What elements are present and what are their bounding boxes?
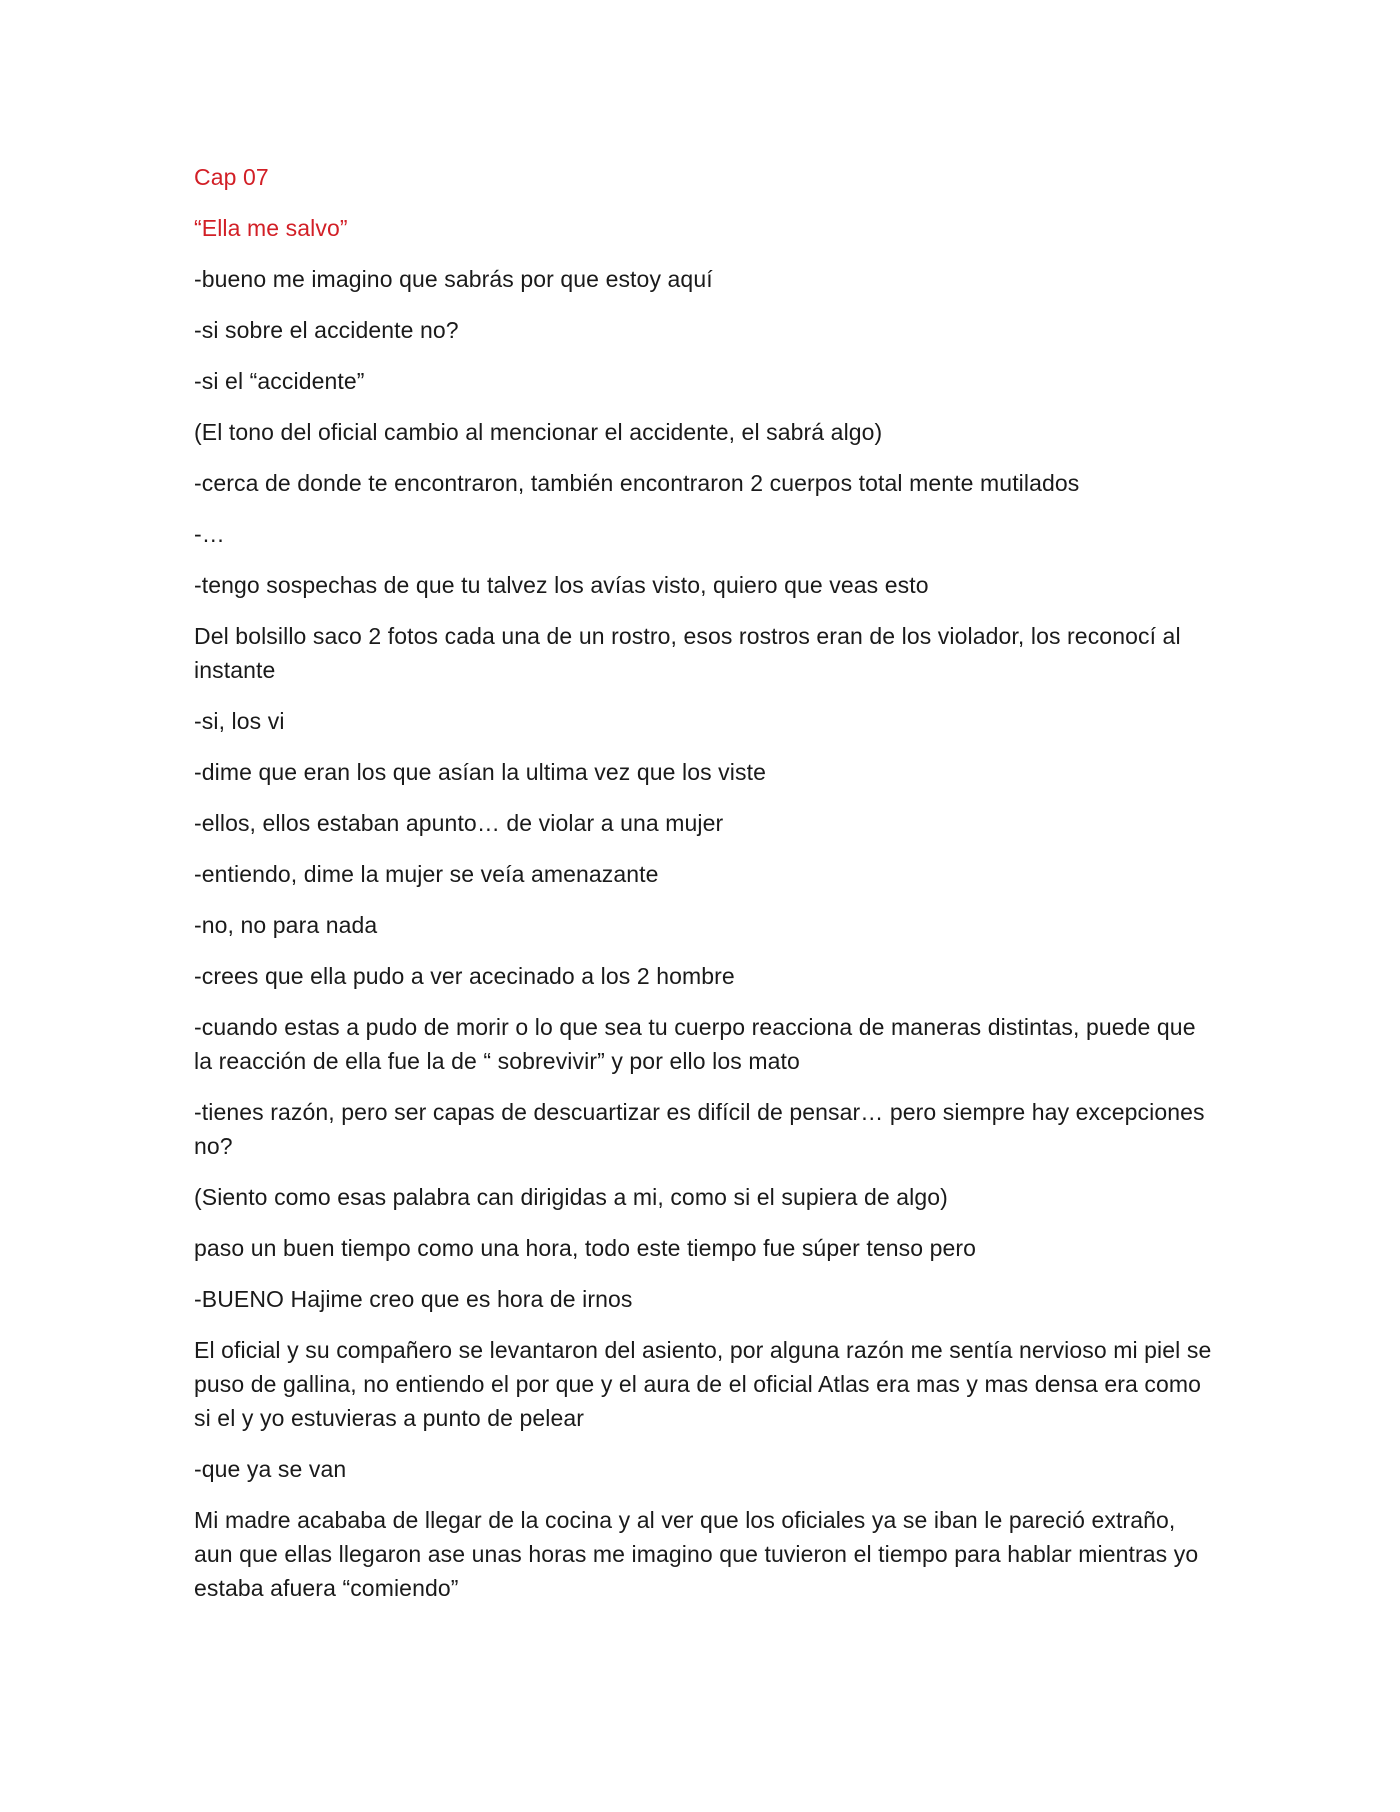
paragraph: -tengo sospechas de que tu talvez los avías visto, quiero que veas esto — [194, 572, 929, 598]
paragraph: (Siento como esas palabra can dirigidas a mi, como si el supiera de algo) — [194, 1184, 948, 1210]
paragraph: paso un buen tiempo como una hora, todo este tiempo fue súper tenso pero — [194, 1235, 977, 1261]
paragraph: El oficial y su compañero se levantaron del asiento, por alguna razón me sentía nervioso mi piel se puso de gallina, no entiendo el por que y el aura de el oficial Atlas era mas y mas densa era como si el y yo estuvieras a punto de pelear — [194, 1337, 1212, 1431]
paragraph: -… — [194, 521, 225, 547]
paragraph: -entiendo, dime la mujer se veía amenazante — [194, 861, 659, 887]
paragraph: -BUENO Hajime creo que es hora de irnos — [194, 1286, 633, 1312]
paragraph: -si, los vi — [194, 708, 285, 734]
paragraph: -cerca de donde te encontraron, también encontraron 2 cuerpos total mente mutilados — [194, 470, 1080, 496]
paragraph: -que ya se van — [194, 1456, 347, 1482]
paragraph: -no, no para nada — [194, 912, 378, 938]
document-body — [194, 160, 1214, 1622]
paragraph: -tienes razón, pero ser capas de descuartizar es difícil de pensar… pero siempre hay excepciones no? — [194, 1099, 1205, 1159]
paragraph: -dime que eran los que asían la ultima vez que los viste — [194, 759, 766, 785]
paragraph: Del bolsillo saco 2 fotos cada una de un rostro, esos rostros eran de los violador, los reconocí al instante — [194, 623, 1181, 683]
chapter-label: Cap 07 — [194, 164, 269, 190]
paragraph: (El tono del oficial cambio al mencionar el accidente, el sabrá algo) — [194, 419, 883, 445]
paragraph: -ellos, ellos estaban apunto… de violar a una mujer — [194, 810, 724, 836]
paragraph: -bueno me imagino que sabrás por que estoy aquí — [194, 266, 713, 292]
paragraph: -cuando estas a pudo de morir o lo que sea tu cuerpo reacciona de maneras distintas, puede que la reacción de ella fue la de “ sobrevivir” y por ello los mato — [194, 1014, 1196, 1074]
paragraph: -si sobre el accidente no? — [194, 317, 459, 343]
paragraph: Mi madre acababa de llegar de la cocina y al ver que los oficiales ya se iban le pareció extraño, aun que ellas llegaron ase unas horas me imagino que tuvieron el tiempo para hablar mientras yo estaba afuera “comiendo” — [194, 1507, 1199, 1601]
paragraph: -crees que ella pudo a ver acecinado a los 2 hombre — [194, 963, 735, 989]
paragraph: -si el “accidente” — [194, 368, 365, 394]
chapter-title: “Ella me salvo” — [194, 215, 348, 241]
